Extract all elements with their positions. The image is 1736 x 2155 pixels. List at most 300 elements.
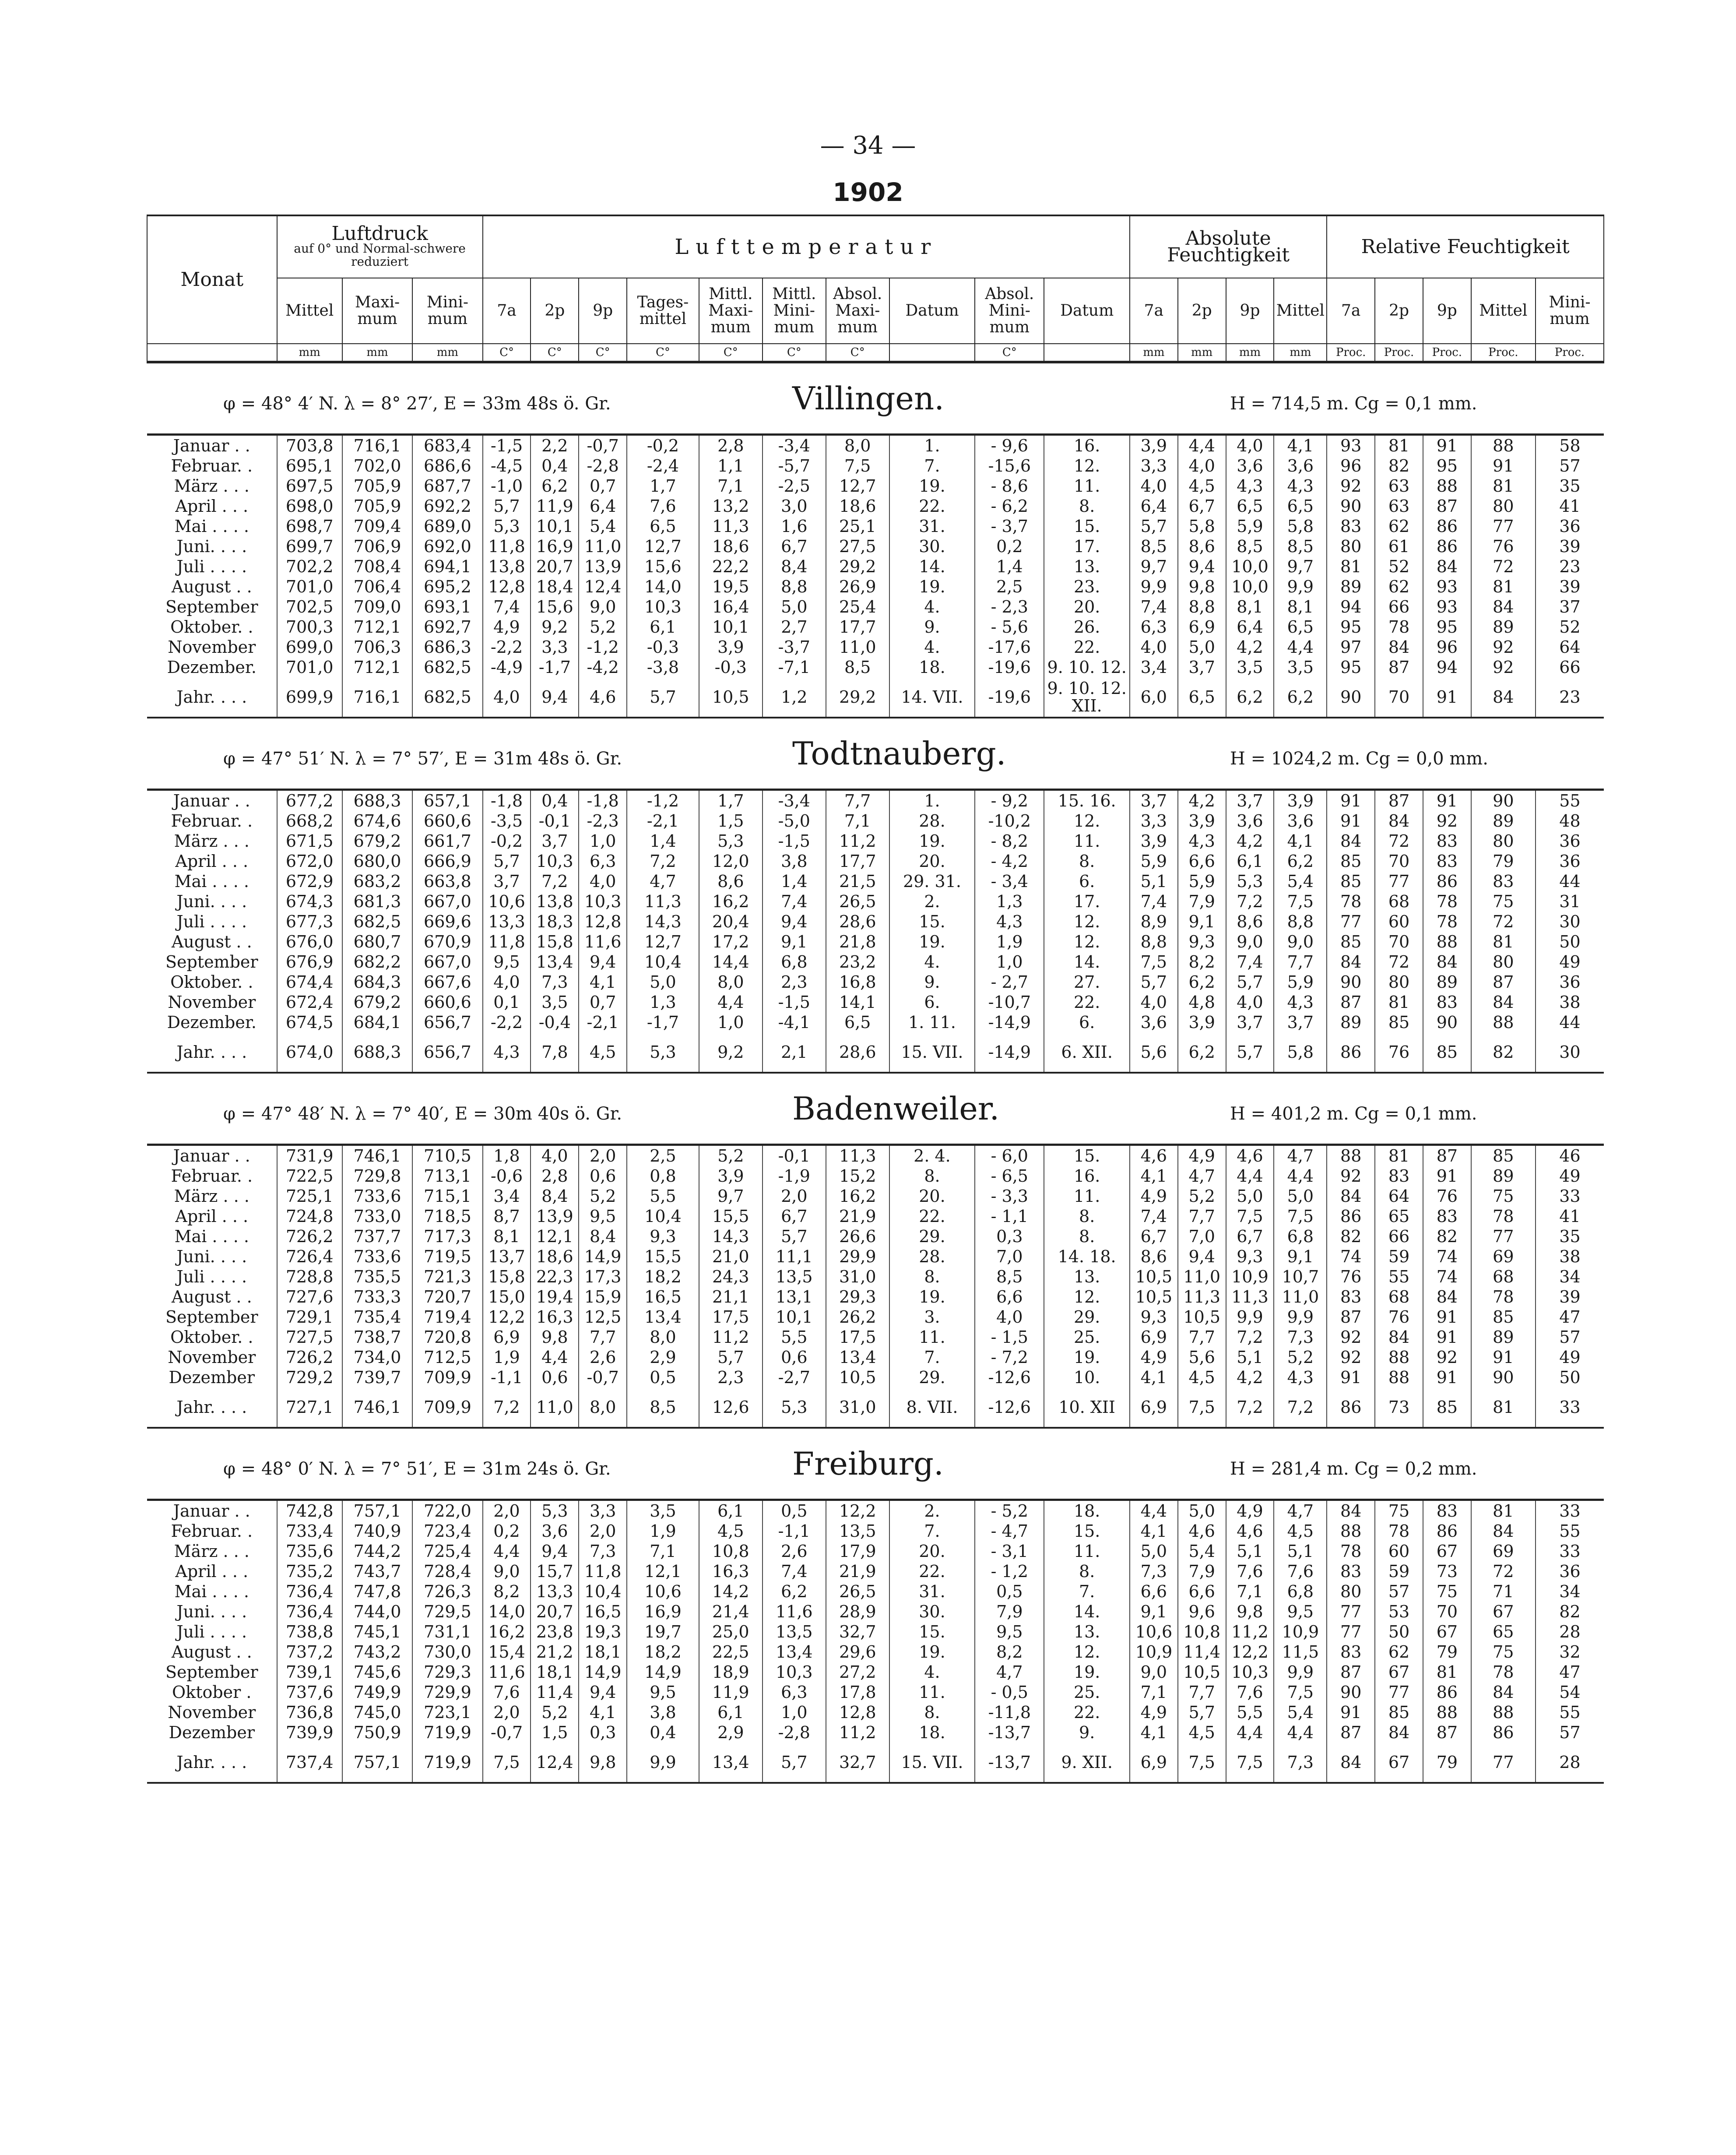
table-cell: 19. — [889, 1287, 975, 1307]
table-cell: 0,3 — [975, 1226, 1044, 1247]
month-label: September — [165, 1662, 258, 1682]
unit-header: C° — [826, 344, 889, 362]
table-cell: 726,4 — [277, 1247, 342, 1267]
table-cell: -3,5 — [483, 811, 531, 831]
table-cell: 3,5 — [627, 1500, 699, 1521]
table-cell: 9,9 — [1274, 1307, 1327, 1327]
table-cell: 85 — [1327, 851, 1375, 871]
table-row — [147, 1702, 1604, 1722]
table-cell: 8,1 — [1226, 597, 1274, 617]
table-cell: -4,9 — [483, 657, 531, 677]
year-cell: 10. XII — [1044, 1387, 1130, 1428]
table-cell: 3,7 — [1178, 657, 1226, 677]
table-cell: 91 — [1423, 1307, 1471, 1327]
month-label: Juli . . . . — [176, 912, 247, 931]
table-cell: 739,7 — [342, 1367, 412, 1387]
table-cell: 14,0 — [483, 1602, 531, 1622]
table-cell: 4,2 — [1226, 831, 1274, 851]
station-header-cell — [147, 1428, 1604, 1500]
table-cell: 687,7 — [412, 476, 482, 496]
table-cell: 3,9 — [699, 1166, 763, 1186]
table-cell: 4. — [889, 637, 975, 657]
table-cell: 11,1 — [763, 1247, 826, 1267]
table-cell: 7,6 — [1226, 1561, 1274, 1581]
table-cell: 674,4 — [277, 972, 342, 992]
year-cell: 6,2 — [1226, 677, 1274, 718]
table-cell: 8,6 — [1130, 1247, 1178, 1267]
table-cell: 80 — [1327, 1581, 1375, 1602]
table-cell: 81 — [1471, 476, 1536, 496]
table-cell: 4,4 — [1226, 1722, 1274, 1743]
table-cell: 4,0 — [1130, 476, 1178, 496]
table-cell: 4,7 — [627, 871, 699, 891]
table-cell: 87 — [1423, 1722, 1471, 1743]
table-cell: 729,5 — [412, 1602, 482, 1622]
table-cell: 4,5 — [1178, 476, 1226, 496]
year-cell: 6,0 — [1130, 677, 1178, 718]
table-cell: 81 — [1471, 1500, 1536, 1521]
table-cell: 13. — [1044, 1622, 1130, 1642]
table-cell: 3,5 — [531, 992, 579, 1012]
table-cell: 11,3 — [1178, 1287, 1226, 1307]
table-cell: 11,8 — [483, 536, 531, 556]
table-cell: 14. — [1044, 1602, 1130, 1622]
month-label: September — [165, 597, 258, 616]
table-cell: 2,5 — [975, 577, 1044, 597]
year-summary-row — [147, 677, 1604, 718]
table-cell: 14. — [1044, 952, 1130, 972]
table-cell: 3,7 — [1274, 1012, 1327, 1032]
table-row — [147, 1327, 1604, 1347]
table-cell: 11,6 — [763, 1602, 826, 1622]
table-cell: 3,7 — [1226, 1012, 1274, 1032]
table-cell: 15. — [1044, 516, 1130, 536]
table-cell: 34 — [1536, 1581, 1604, 1602]
table-cell: 698,0 — [277, 496, 342, 516]
table-cell: 7,6 — [627, 496, 699, 516]
table-cell: 743,7 — [342, 1561, 412, 1581]
table-cell: -17,6 — [975, 637, 1044, 657]
table-cell: 10,9 — [1226, 1267, 1274, 1287]
table-cell: 4,3 — [1274, 476, 1327, 496]
table-cell: 19. — [889, 1642, 975, 1662]
table-cell: 71 — [1471, 1581, 1536, 1602]
table-cell: 13,4 — [531, 952, 579, 972]
table-cell: 7,4 — [763, 1561, 826, 1581]
table-cell: 9. — [889, 617, 975, 637]
year-cell: 8. VII. — [889, 1387, 975, 1428]
year-cell: 86 — [1327, 1032, 1375, 1073]
table-cell: 3,3 — [579, 1500, 627, 1521]
table-cell: - 8,2 — [975, 831, 1044, 851]
table-cell: 727,6 — [277, 1287, 342, 1307]
table-cell: 7,0 — [1178, 1226, 1226, 1247]
table-cell: 88 — [1375, 1347, 1423, 1367]
table-cell: 667,6 — [412, 972, 482, 992]
month-label: Juni. . . . — [176, 892, 247, 911]
table-cell: -1,8 — [483, 790, 531, 811]
table-cell: 4,9 — [483, 617, 531, 637]
table-cell: 731,1 — [412, 1622, 482, 1642]
table-cell: 6,2 — [763, 1581, 826, 1602]
table-cell: 84 — [1423, 1287, 1471, 1307]
table-cell: 12,7 — [826, 476, 889, 496]
month-label: Dezember — [169, 1368, 255, 1387]
table-cell: 12,8 — [483, 577, 531, 597]
table-cell: 15. 16. — [1044, 790, 1130, 811]
table-cell: 6,2 — [1274, 851, 1327, 871]
table-cell: 7,1 — [1226, 1581, 1274, 1602]
station-header — [147, 718, 1604, 790]
column-header: Datum — [1044, 278, 1130, 344]
table-cell: 25. — [1044, 1327, 1130, 1347]
table-cell: 4,4 — [1226, 1166, 1274, 1186]
table-cell: 3,3 — [531, 637, 579, 657]
table-cell: 91 — [1327, 790, 1375, 811]
table-cell: 734,0 — [342, 1347, 412, 1367]
header-monat: Monat — [147, 215, 277, 344]
table-cell: 77 — [1327, 1622, 1375, 1642]
table-cell: 22,2 — [699, 556, 763, 577]
table-cell: 708,4 — [342, 556, 412, 577]
table-cell: 73 — [1423, 1561, 1471, 1581]
table-cell: 2,0 — [763, 1186, 826, 1206]
table-cell: 705,9 — [342, 476, 412, 496]
table-row — [147, 1500, 1604, 1521]
unit-header: C° — [483, 344, 531, 362]
year-cell: -14,9 — [975, 1032, 1044, 1073]
table-cell: 9,4 — [579, 952, 627, 972]
table-cell: - 5,6 — [975, 617, 1044, 637]
table-cell: 7,4 — [483, 597, 531, 617]
table-cell: 11. — [1044, 476, 1130, 496]
year-cell: 77 — [1471, 1743, 1536, 1783]
month-label: Februar. . — [171, 1166, 253, 1186]
table-cell: 85 — [1327, 871, 1375, 891]
table-cell: 13,5 — [763, 1267, 826, 1287]
table-cell: 10,1 — [763, 1307, 826, 1327]
table-cell: 722,5 — [277, 1166, 342, 1186]
table-cell: 12,5 — [579, 1307, 627, 1327]
table-cell: 91 — [1471, 456, 1536, 476]
table-cell: 1,7 — [627, 476, 699, 496]
table-cell: 733,3 — [342, 1287, 412, 1307]
table-cell: 677,2 — [277, 790, 342, 811]
table-cell: 91 — [1423, 1327, 1471, 1347]
header-lufttemperatur: Lufttemperatur — [483, 215, 1130, 278]
table-cell: 22. — [1044, 992, 1130, 1012]
table-cell: 9,0 — [483, 1561, 531, 1581]
table-row — [147, 1287, 1604, 1307]
table-row — [147, 1166, 1604, 1186]
table-cell: 11,4 — [1178, 1642, 1226, 1662]
table-cell: 5,3 — [699, 831, 763, 851]
table-cell: 6,7 — [763, 1206, 826, 1226]
table-cell: 34 — [1536, 1267, 1604, 1287]
table-cell: 4,2 — [1178, 790, 1226, 811]
year-cell: 6,9 — [1130, 1743, 1178, 1783]
table-cell: 19,7 — [627, 1622, 699, 1642]
table-cell: 81 — [1423, 1662, 1471, 1682]
table-cell: 11,0 — [579, 536, 627, 556]
table-cell: 7,1 — [627, 1541, 699, 1561]
table-cell: - 6,2 — [975, 496, 1044, 516]
table-cell: 75 — [1471, 1642, 1536, 1662]
table-cell: -7,1 — [763, 657, 826, 677]
table-cell: 31. — [889, 516, 975, 536]
table-cell: 3. — [889, 1307, 975, 1327]
table-cell: 712,1 — [342, 617, 412, 637]
table-cell: 16,8 — [826, 972, 889, 992]
table-cell: 11,4 — [531, 1682, 579, 1702]
table-cell: 78 — [1375, 1521, 1423, 1541]
table-cell: 83 — [1423, 851, 1471, 871]
table-cell: 4,2 — [1226, 637, 1274, 657]
table-cell: 80 — [1471, 496, 1536, 516]
year-cell: 656,7 — [412, 1032, 482, 1073]
table-cell: 3,7 — [531, 831, 579, 851]
year-cell: 12,6 — [699, 1387, 763, 1428]
table-cell: 9,9 — [1274, 1662, 1327, 1682]
year-cell: 9,9 — [627, 1743, 699, 1783]
table-cell: 4,3 — [1274, 1367, 1327, 1387]
table-cell: 700,3 — [277, 617, 342, 637]
table-cell: 701,0 — [277, 657, 342, 677]
month-label: Juni. . . . — [176, 1602, 247, 1621]
table-cell: 29. 31. — [889, 871, 975, 891]
year-cell: 688,3 — [342, 1032, 412, 1073]
table-cell: -0,1 — [763, 1145, 826, 1166]
table-cell: 16,2 — [826, 1186, 889, 1206]
table-cell: 33 — [1536, 1186, 1604, 1206]
table-cell: 674,6 — [342, 811, 412, 831]
table-cell: 16,3 — [699, 1561, 763, 1581]
table-cell: 4,0 — [579, 871, 627, 891]
table-cell: 5,2 — [579, 1186, 627, 1206]
table-cell: 730,0 — [412, 1642, 482, 1662]
table-cell: 18,6 — [531, 1247, 579, 1267]
table-cell: 3,5 — [1274, 657, 1327, 677]
month-label: Juli . . . . — [176, 557, 247, 576]
table-cell: 74 — [1423, 1267, 1471, 1287]
table-cell: 10,3 — [531, 851, 579, 871]
table-cell: 86 — [1423, 871, 1471, 891]
table-cell: 695,2 — [412, 577, 482, 597]
table-cell: 12,2 — [1226, 1642, 1274, 1662]
table-cell: 32,7 — [826, 1622, 889, 1642]
table-cell: 47 — [1536, 1307, 1604, 1327]
table-cell: 10,0 — [1226, 577, 1274, 597]
table-cell: 6,4 — [579, 496, 627, 516]
table-cell: 28,6 — [826, 912, 889, 932]
table-cell: 50 — [1375, 1622, 1423, 1642]
table-cell: 674,3 — [277, 891, 342, 912]
table-cell: -0,3 — [627, 637, 699, 657]
table-cell: 2,0 — [483, 1500, 531, 1521]
table-cell: 668,2 — [277, 811, 342, 831]
year-label: Jahr. . . . — [147, 1387, 277, 1428]
table-cell: 8,8 — [1274, 912, 1327, 932]
table-cell: 9,7 — [1274, 556, 1327, 577]
table-cell: 3,9 — [1130, 435, 1178, 456]
table-cell: 6,3 — [579, 851, 627, 871]
table-cell: 31,0 — [826, 1267, 889, 1287]
table-cell: 14,2 — [699, 1581, 763, 1602]
table-row — [147, 577, 1604, 597]
table-cell: 9,4 — [763, 912, 826, 932]
table-cell: 77 — [1471, 1226, 1536, 1247]
year-cell: 5,8 — [1274, 1032, 1327, 1073]
table-cell: - 5,2 — [975, 1500, 1044, 1521]
table-cell: 5,4 — [579, 516, 627, 536]
table-cell: 33 — [1536, 1500, 1604, 1521]
table-cell: -1,9 — [763, 1166, 826, 1186]
table-cell: 14,9 — [579, 1662, 627, 1682]
table-cell: 12,0 — [699, 851, 763, 871]
table-cell: 26,5 — [826, 1581, 889, 1602]
table-cell: 4. — [889, 1662, 975, 1682]
year-cell: 81 — [1471, 1387, 1536, 1428]
table-row — [147, 617, 1604, 637]
table-cell: 85 — [1327, 932, 1375, 952]
table-cell: 7,5 — [1130, 952, 1178, 972]
table-cell: 10,5 — [1178, 1307, 1226, 1327]
table-cell: 17,5 — [826, 1327, 889, 1347]
year-cell: 28 — [1536, 1743, 1604, 1783]
table-cell: 6,5 — [627, 516, 699, 536]
year-cell: 674,0 — [277, 1032, 342, 1073]
table-cell: 13,5 — [763, 1622, 826, 1642]
table-cell: 78 — [1423, 891, 1471, 912]
table-cell: 667,0 — [412, 891, 482, 912]
table-cell: 81 — [1375, 435, 1423, 456]
year-cell: 6,2 — [1178, 1032, 1226, 1073]
table-cell: 656,7 — [412, 1012, 482, 1032]
table-cell: 7,7 — [1178, 1327, 1226, 1347]
table-cell: 8,8 — [1178, 597, 1226, 617]
table-cell: 44 — [1536, 1012, 1604, 1032]
table-cell: 692,0 — [412, 536, 482, 556]
table-row — [147, 456, 1604, 476]
table-cell: 18,2 — [627, 1642, 699, 1662]
table-cell: 6,4 — [1130, 496, 1178, 516]
table-cell: 87 — [1327, 1307, 1375, 1327]
table-cell: 739,9 — [277, 1722, 342, 1743]
table-cell: 19,3 — [579, 1622, 627, 1642]
table-cell: 57 — [1536, 1722, 1604, 1743]
table-cell: 3,3 — [1130, 456, 1178, 476]
table-cell: 8,0 — [826, 435, 889, 456]
column-header: 9p — [1226, 278, 1274, 344]
table-cell: 4,1 — [1130, 1521, 1178, 1541]
unit-header: C° — [699, 344, 763, 362]
table-cell: 682,5 — [412, 657, 482, 677]
table-cell: 11. — [1044, 1186, 1130, 1206]
table-cell: 29,9 — [826, 1247, 889, 1267]
table-cell: 11,6 — [579, 932, 627, 952]
table-cell: 5,0 — [1130, 1541, 1178, 1561]
table-cell: 83 — [1471, 871, 1536, 891]
table-cell: 36 — [1536, 831, 1604, 851]
table-cell: 1,3 — [975, 891, 1044, 912]
table-cell: 93 — [1423, 577, 1471, 597]
table-cell: 30. — [889, 536, 975, 556]
table-cell: 88 — [1327, 1145, 1375, 1166]
table-cell: 12,2 — [826, 1500, 889, 1521]
table-cell: 11,3 — [1226, 1287, 1274, 1307]
table-cell: 725,1 — [277, 1186, 342, 1206]
table-cell: 11. — [1044, 831, 1130, 851]
table-cell: 5,2 — [531, 1702, 579, 1722]
table-cell: 4,1 — [579, 1702, 627, 1722]
table-cell: 39 — [1536, 577, 1604, 597]
table-cell: 5,1 — [1226, 1347, 1274, 1367]
table-cell: 72 — [1471, 556, 1536, 577]
table-cell: -1,7 — [627, 1012, 699, 1032]
month-label: Januar . . — [173, 791, 250, 810]
table-cell: 9,4 — [1178, 1247, 1226, 1267]
table-cell: 13,4 — [826, 1347, 889, 1367]
table-cell: 9,7 — [1130, 556, 1178, 577]
table-cell: 16,5 — [627, 1287, 699, 1307]
table-cell: 55 — [1536, 790, 1604, 811]
table-cell: 4,9 — [1130, 1186, 1178, 1206]
table-cell: 80 — [1327, 536, 1375, 556]
table-cell: 91 — [1423, 1367, 1471, 1387]
table-cell: -2,1 — [579, 1012, 627, 1032]
table-cell: 5,0 — [1226, 1186, 1274, 1206]
table-cell: 724,8 — [277, 1206, 342, 1226]
table-cell: 10,9 — [1130, 1642, 1178, 1662]
table-cell: 702,0 — [342, 456, 412, 476]
table-cell: 3,7 — [1130, 790, 1178, 811]
table-cell: 3,4 — [483, 1186, 531, 1206]
table-cell: 723,1 — [412, 1702, 482, 1722]
table-cell: 29. — [889, 1367, 975, 1387]
table-cell: 7,6 — [483, 1682, 531, 1702]
table-cell: 10,3 — [763, 1662, 826, 1682]
table-cell: 91 — [1423, 435, 1471, 456]
month-label: August . . — [171, 932, 252, 951]
table-cell: 18,1 — [579, 1642, 627, 1662]
table-cell: 10,8 — [699, 1541, 763, 1561]
table-cell: 86 — [1423, 1521, 1471, 1541]
table-cell: 6,7 — [1178, 496, 1226, 516]
table-cell: 2,9 — [627, 1347, 699, 1367]
table-cell: 21,2 — [531, 1642, 579, 1662]
table-cell: -10,7 — [975, 992, 1044, 1012]
table-cell: 80 — [1375, 972, 1423, 992]
station-header — [147, 362, 1604, 435]
table-row — [147, 1012, 1604, 1032]
year-cell: 727,1 — [277, 1387, 342, 1428]
unit-header: Proc. — [1471, 344, 1536, 362]
table-row — [147, 1206, 1604, 1226]
month-label: März . . . — [174, 831, 250, 851]
table-cell: 9,0 — [1130, 1662, 1178, 1682]
table-cell: 15. — [1044, 1145, 1130, 1166]
month-label: März . . . — [174, 1542, 250, 1561]
table-cell: 79 — [1471, 851, 1536, 871]
table-cell: 10,9 — [1274, 1622, 1327, 1642]
table-cell: 19. — [889, 932, 975, 952]
table-cell: 6,5 — [1274, 617, 1327, 637]
table-cell: -12,6 — [975, 1367, 1044, 1387]
table-cell: 0,5 — [627, 1367, 699, 1387]
table-cell: 686,3 — [412, 637, 482, 657]
table-cell: 12,8 — [579, 912, 627, 932]
month-label: April . . . — [175, 1207, 249, 1226]
